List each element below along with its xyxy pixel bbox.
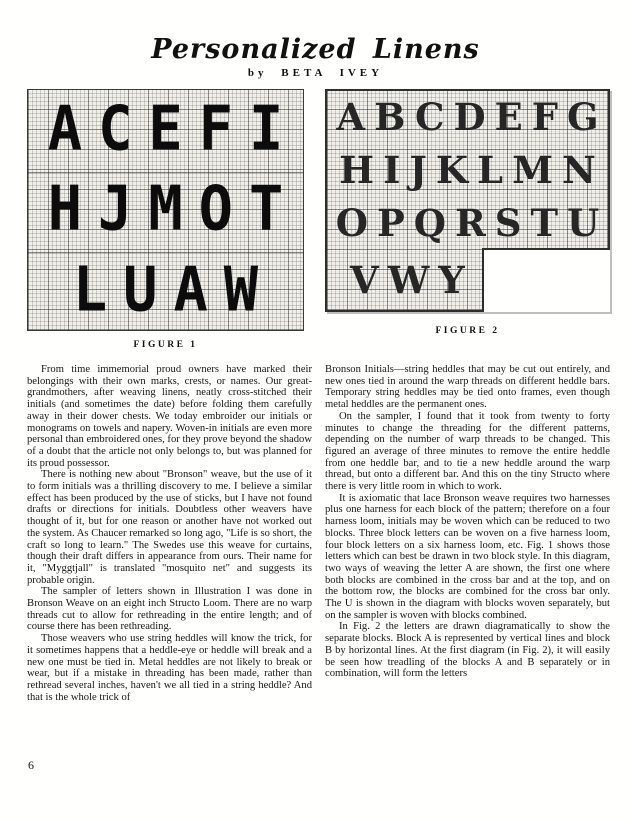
paragraph: Bronson Initials—string heddles that may be cut out entirely, and new ones tied in around the warp threads on different heddle bars. Temporary string heddles may be tied onto frames, even though metal heddles are the permanent ones. [325, 364, 610, 411]
figures-row [0, 89, 631, 350]
left-column [27, 364, 312, 703]
paragraph: From time immemorial proud owners have marked their belongings with their own marks, crests, or names. Our great-grandmothers, after weaving linens, neatly cross-stitched their initials (and sometimes the date) before folding them carefully away in their dower chests. We today embroider our initials or monograms on towels and napery. Woven-in initials are even more personal than embroidered ones, for they prove beyond the shadow of a doubt that the article not only belongs to, but was planned for its proud possessor. [27, 364, 312, 469]
figure-2-caption: FIGURE 2 [435, 326, 500, 336]
figure-2-letter-row: VWY [350, 257, 474, 302]
figure-2-letter-row: ABCDEFG [336, 95, 608, 139]
figure-1-caption: FIGURE 1 [133, 340, 198, 350]
byline: by BETA IVEY [247, 67, 384, 79]
article-body [0, 350, 631, 703]
paragraph: It is axiomatic that lace Bronson weave requires two harnesses plus one harness for each block of the pattern; therefore on a four harness loom, initials may be woven which can be reduced to two blocks. Three block letters can be woven on a five harness loom, four block letters on a six harness loom, etc. Fig. 1 shows those letters which can best be drawn in two block style. In this diagram, two ways of weaving the letter A are shown, the first one where both blocks are combined in the cross bar and at the top, and on the bottom row, the blocks are combined for the cross bar only. The U is shown in the diagram with blocks woven separately, but on the sampler is woven with blocks combined. [325, 492, 610, 621]
paragraph: There is nothing new about "Bronson" weave, but the use of it to form initials was a thrilling discovery to me. I believe a similar effect has been produced by the use of sticks, but I have not found drafts or directions for initials. Doubtless other weavers have thought of it, but for one reason or another have not worked out the system. As Chaucer remarked so long ago, "Life is so short, the craft so long to learn." The Swedes use this weave for curtains, though their draft differs in appearance from ours. Their name for it, "Myggtjall" is translated "mosquito net" and suggests its probable origin. [27, 469, 312, 586]
paragraph: In Fig. 2 the letters are drawn diagramatically to show the separate blocks. Block A is represented by vertical lines and block B by horizontal lines. At the first diagram (in Fig. 2), it will easily be seen how treadling of the blocks A and B separately or in combination, will form the letters [325, 621, 610, 680]
paragraph: On the sampler, I found that it took from twenty to forty minutes to change the threading for the different patterns, depending on the number of warp threads to be changed. This figured an average of three minutes to remove the entire heddle from one heddle bar, and to tie a new heddle around the warp thread, but onto a different bar. And this on the tiny Structo where there is very little room in which to work. [325, 410, 610, 493]
figure-2-letter-row: OPQRSTU [335, 201, 609, 245]
paragraph: The sampler of letters shown in Illustration I was done in Bronson Weave on an eight inch Structo Loom. There are no warp threads cut to allow for rethreading in the entire length; and of course there has been rethreading. [27, 586, 312, 633]
figure-2-grid-cutout [482, 248, 610, 312]
figure-1-letter-row: LUAW [72, 254, 275, 326]
page-title: Personalized Linens [151, 34, 480, 65]
right-column [325, 364, 610, 703]
figure-2-letter-chart [325, 89, 610, 312]
figure-2 [325, 89, 610, 336]
figure-1-letter-row: ACEFI [28, 87, 303, 174]
figure-2-letter-row: HIJKLMN [339, 148, 605, 192]
paragraph: Those weavers who use string heddles will know the trick, for it sometimes happens that a heddle-eye or heddle will break and a new one must be tied in. Metal heddles are not likely to break or wear, but if a mistake in threading has been made, rather than rethread several inches, haven't we all tied in a string heddle? And that is the whole trick of [27, 633, 312, 703]
figure-1-letter-row: HJMOT [28, 167, 303, 254]
figure-1 [27, 89, 304, 350]
page-number: 6 [28, 758, 34, 772]
figure-1-letter-chart [27, 89, 304, 331]
